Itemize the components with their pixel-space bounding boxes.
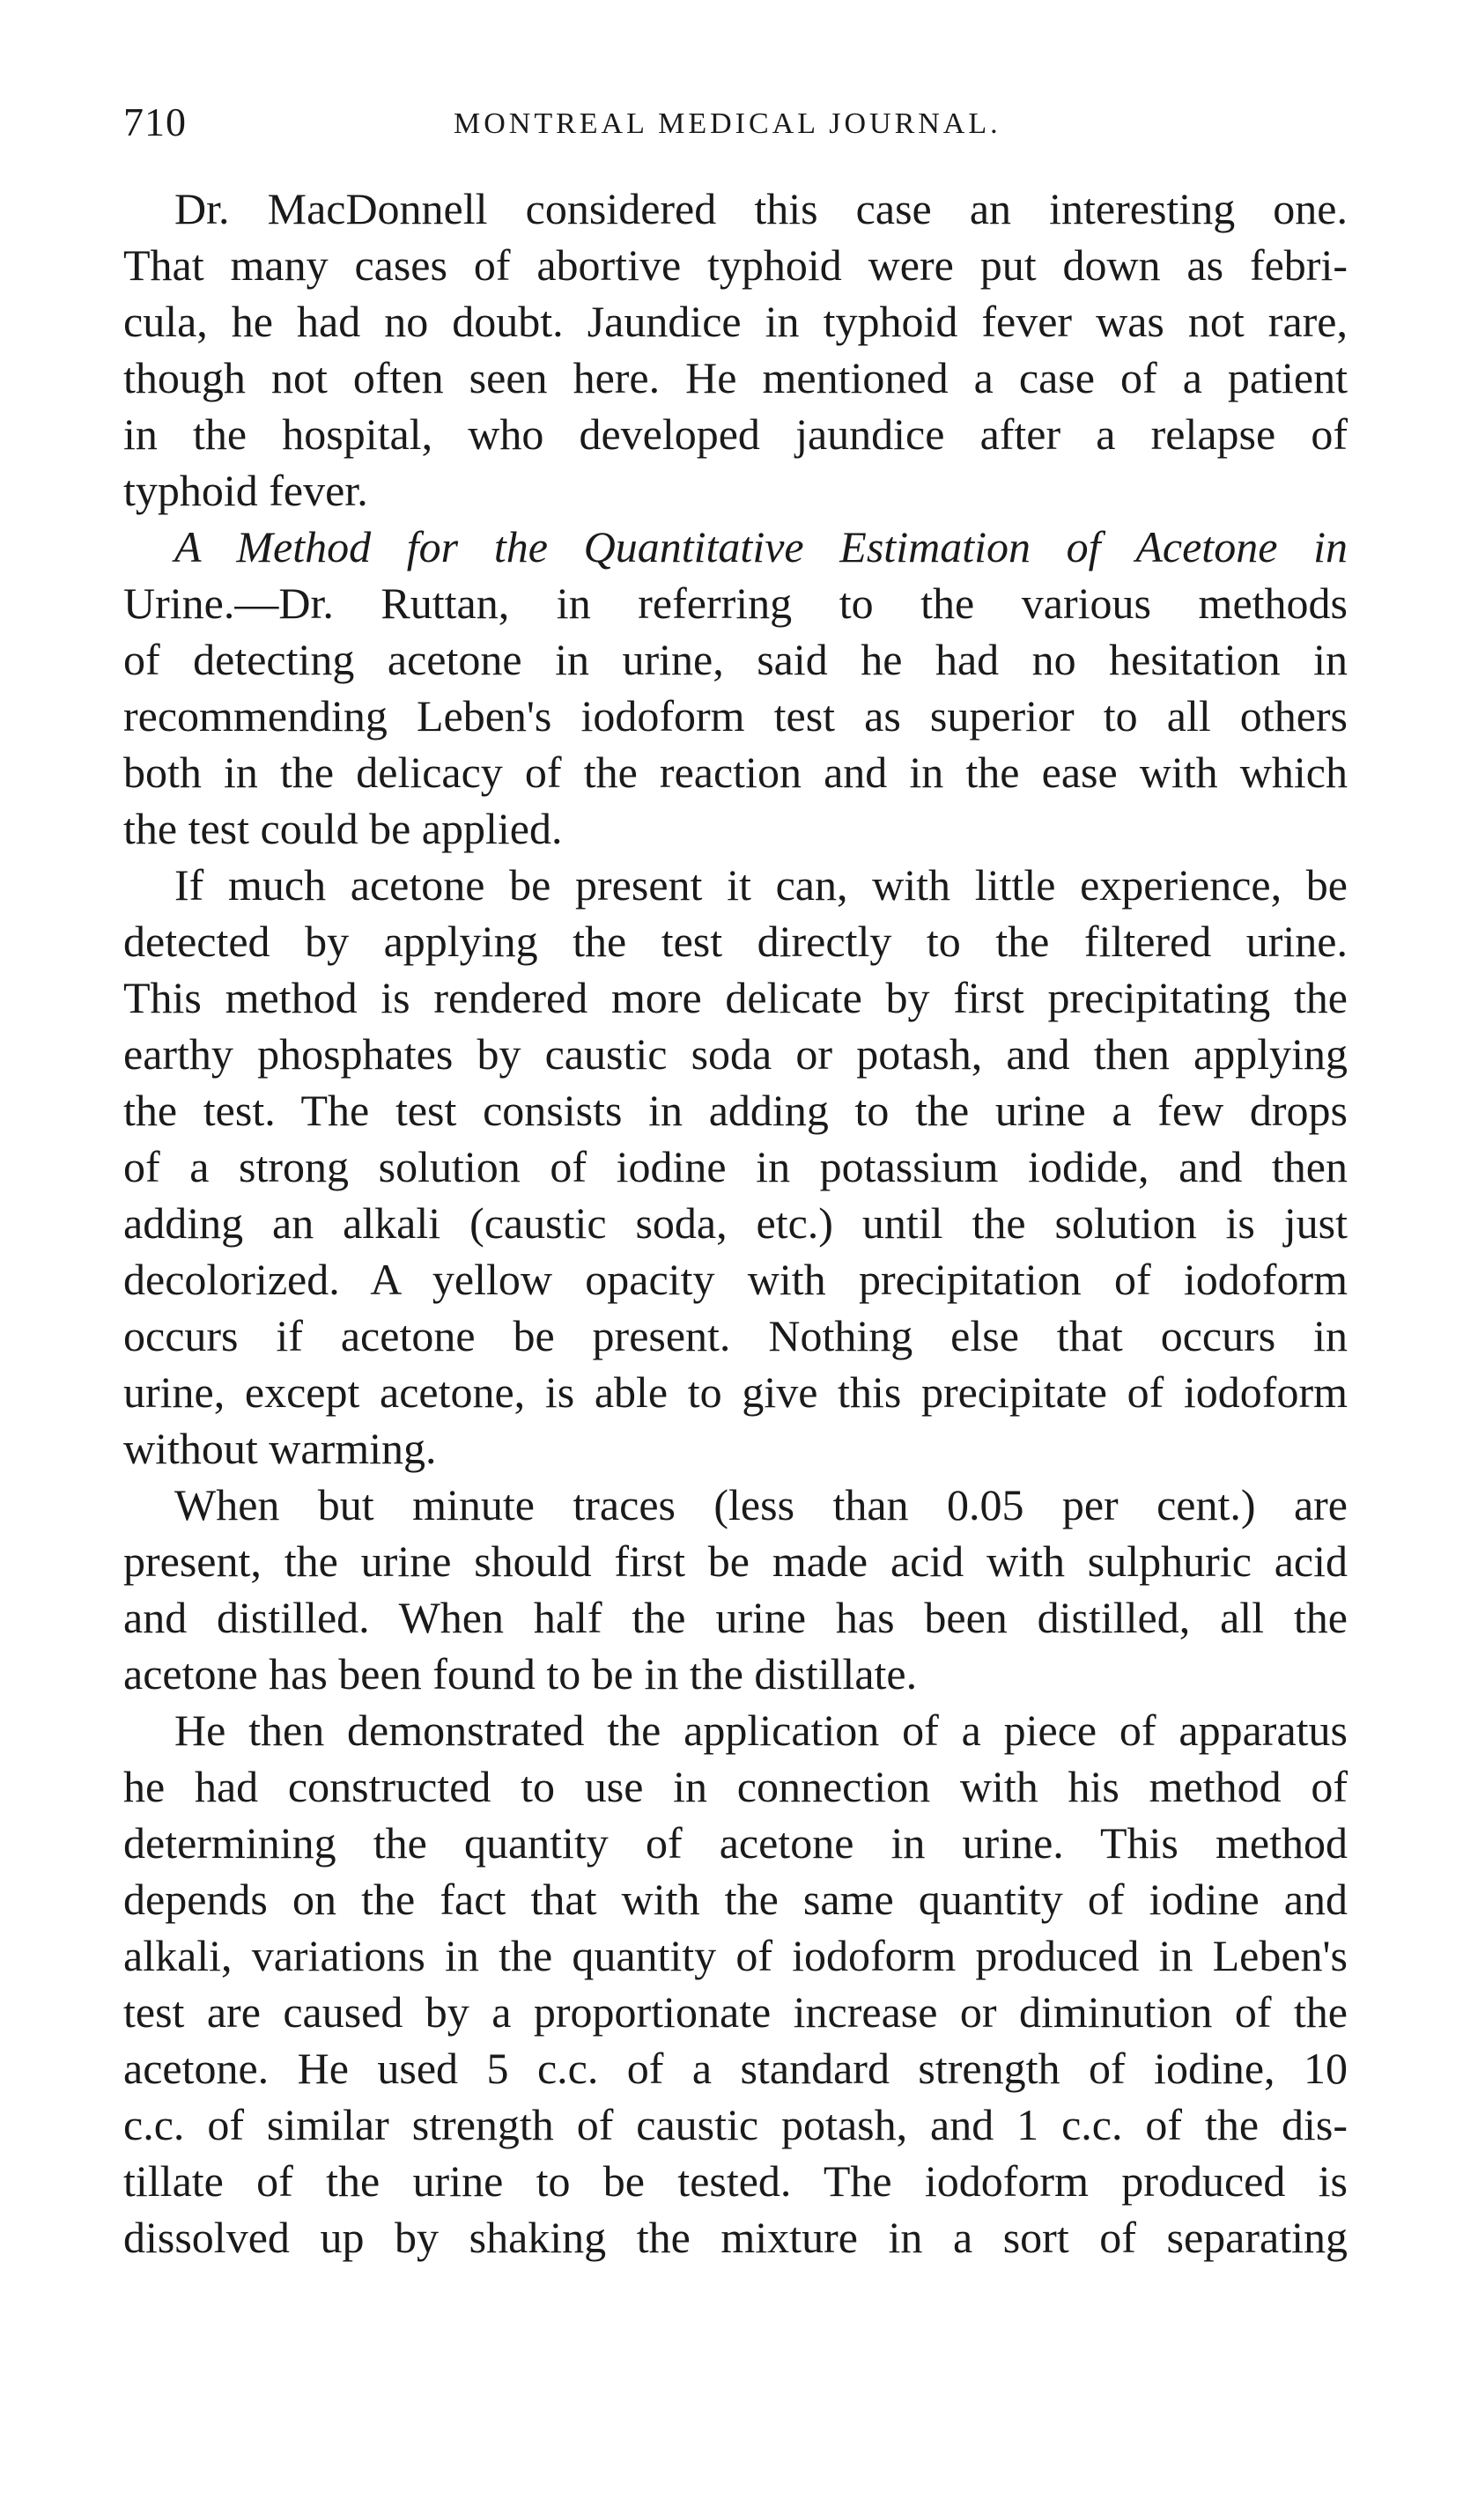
text-line: c.c. of similar strength of caustic potash, and 1 c.c. of the dis- [123,2100,1348,2149]
text-line: decolorized. A yellow opacity with precipitation of iodoform [123,1255,1348,1304]
paragraph-acetone-test [123,857,1348,1477]
text-line: typhoid fever. [123,466,368,515]
page-number: 710 [123,99,187,144]
text-line: Dr. MacDonnell considered this case an interesting one. [174,184,1348,233]
text-line: of a strong solution of iodine in potassium iodide, and then [123,1142,1348,1191]
text-line: urine, except acetone, is able to give this precipitate of iodoform [123,1367,1348,1417]
text-line: Urine.—Dr. Ruttan, in referring to the various methods [123,578,1348,628]
text-line: alkali, variations in the quantity of iodoform produced in Leben's [123,1931,1348,1980]
page-header [123,99,1339,151]
text-line: without warming. [123,1424,437,1473]
running-head: MONTREAL MEDICAL JOURNAL. [454,107,1001,140]
paragraph-apparatus [123,1702,1348,2266]
text-line: in the hospital, who developed jaundice after a relapse of [123,409,1348,459]
text-line: This method is rendered more delicate by first precipitating the [123,973,1348,1022]
text-line: tillate of the urine to be tested. The iodoform produced is [123,2156,1348,2206]
text-line: cula, he had no doubt. Jaundice in typhoid fever was not rare, [123,297,1348,346]
text-line: of detecting acetone in urine, said he had no hesitation in [123,635,1348,684]
text-line: When but minute traces (less than 0.05 per cent.) are [174,1480,1348,1529]
text-line: he had constructed to use in connection with his method of [123,1762,1348,1811]
section-heading-line: A Method for the Quantitative Estimation of Acetone in [174,522,1348,571]
text-line: acetone has been found to be in the distillate. [123,1649,918,1698]
text-line: dissolved up by shaking the mixture in a sort of separating [123,2213,1348,2262]
text-line: He then demonstrated the application of a piece of apparatus [174,1706,1348,1755]
text-line: occurs if acetone be present. Nothing else that occurs in [123,1311,1348,1360]
text-line: both in the delicacy of the reaction and in the ease with which [123,748,1348,797]
text-line: depends on the fact that with the same quantity of iodine and [123,1875,1348,1924]
paragraph-acetone-method [123,519,1348,857]
text-line: detected by applying the test directly to the filtered urine. [123,917,1348,966]
text-line: though not often seen here. He mentioned a case of a patient [123,353,1348,402]
text-line: earthy phosphates by caustic soda or potash, and then applying [123,1029,1348,1079]
text-line: determining the quantity of acetone in urine. This method [123,1818,1348,1868]
paragraph-minute-traces [123,1477,1348,1702]
text-line: the test. The test consists in adding to the urine a few drops [123,1086,1348,1135]
paragraph-macdonnell [123,181,1348,519]
text-line: test are caused by a proportionate increase or diminution of the [123,1987,1348,2037]
article-body [123,181,1348,2266]
text-line: adding an alkali (caustic soda, etc.) until the solution is just [123,1198,1348,1248]
text-line: If much acetone be present it can, with little experience, be [174,860,1348,910]
text-line: present, the urine should first be made acid with sulphuric acid [123,1536,1348,1586]
text-line: acetone. He used 5 c.c. of a standard strength of iodine, 10 [123,2044,1348,2093]
text-line: the test could be applied. [123,804,563,853]
text-line: recommending Leben's iodoform test as superior to all others [123,691,1348,741]
text-line: and distilled. When half the urine has been distilled, all the [123,1593,1348,1642]
text-line: That many cases of abortive typhoid were put down as febri- [123,240,1348,290]
